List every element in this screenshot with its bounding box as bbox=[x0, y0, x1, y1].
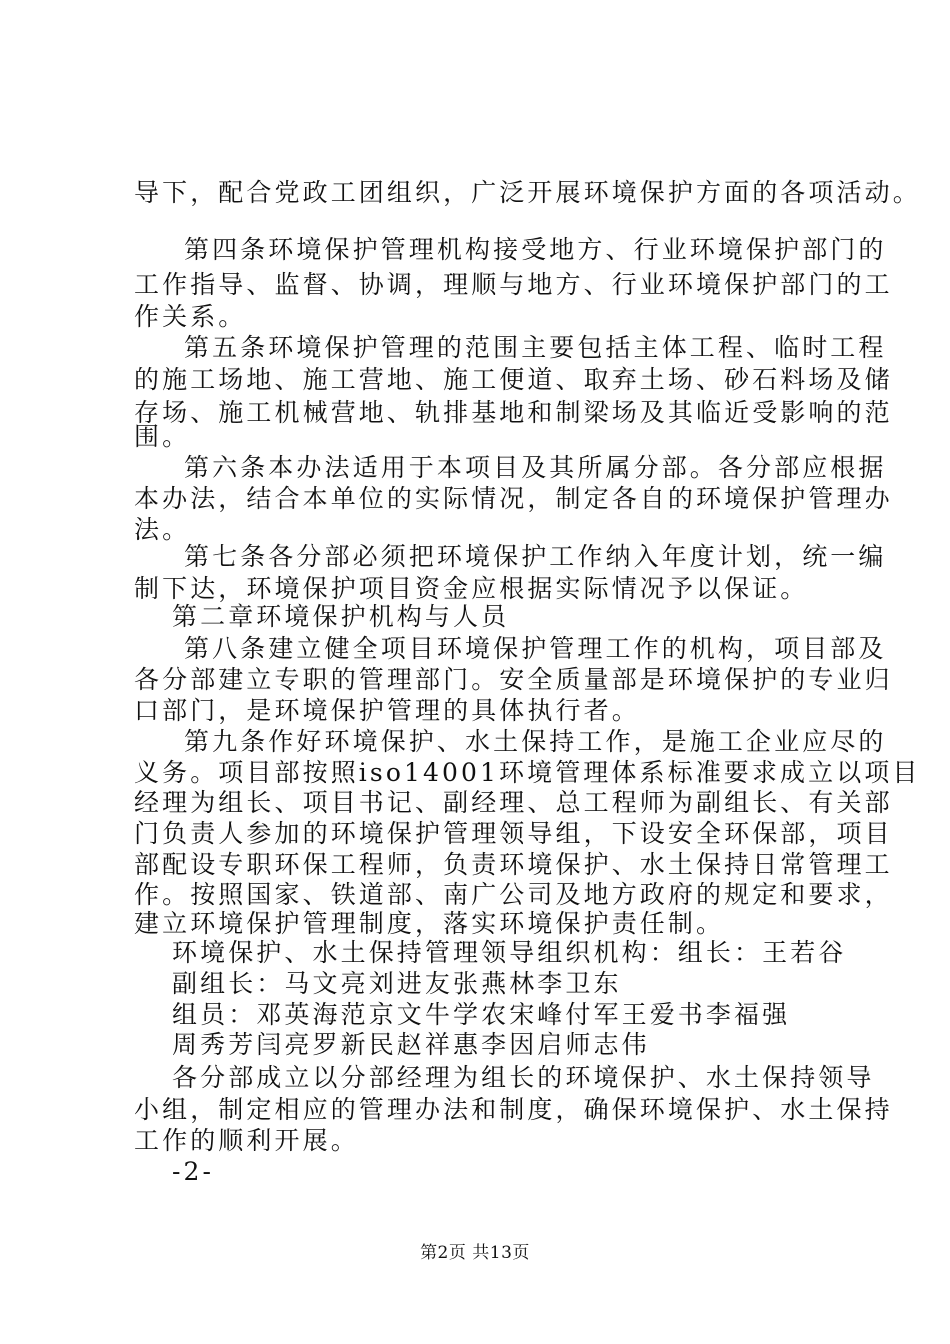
text-line: 本办法，结合本单位的实际情况，制定各自的环境保护管理办 bbox=[134, 484, 893, 513]
text-line: 作。按照国家、铁道部、南广公司及地方政府的规定和要求， bbox=[134, 880, 893, 909]
text-line: 周秀芳闫亮罗新民赵祥惠李因启师志伟 bbox=[172, 1030, 650, 1059]
text-line: 门负责人参加的环境保护管理领导组，下设安全环保部，项目 bbox=[134, 819, 893, 848]
text-line: 作关系。 bbox=[134, 302, 247, 331]
text-line: 的施工场地、施工营地、施工便道、取弃土场、砂石料场及储 bbox=[134, 365, 893, 394]
text-line: 环境保护、水土保持管理领导组织机构：组长：王若谷 bbox=[172, 938, 847, 967]
text-line: 工作的顺利开展。 bbox=[134, 1126, 359, 1155]
page-marker: -2- bbox=[172, 1157, 215, 1186]
text-line: 第七条各分部必须把环境保护工作纳入年度计划，统一编 bbox=[184, 542, 887, 571]
text-line: 组员：邓英海范京文牛学农宋峰付军王爱书李福强 bbox=[172, 1000, 791, 1029]
text-line: 存场、施工机械营地、轨排基地和制梁场及其临近受影响的范 bbox=[134, 398, 893, 427]
text-line: 义务。项目部按照iso14001环境管理体系标准要求成立以项目 bbox=[134, 758, 921, 787]
text-line: 第六条本办法适用于本项目及其所属分部。各分部应根据 bbox=[184, 453, 887, 482]
text-line: 工作指导、监督、协调，理顺与地方、行业环境保护部门的工 bbox=[134, 270, 893, 299]
text-line: 第四条环境保护管理机构接受地方、行业环境保护部门的 bbox=[184, 235, 887, 264]
text-line: 法。 bbox=[134, 515, 191, 544]
text-line: 各分部成立以分部经理为组长的环境保护、水土保持领导 bbox=[172, 1063, 875, 1092]
text-line: 副组长：马文亮刘进友张燕林李卫东 bbox=[172, 969, 622, 998]
text-line: 导下，配合党政工团组织，广泛开展环境保护方面的各项活动。 bbox=[134, 178, 921, 207]
page-footer: 第2页 共13页 bbox=[420, 1243, 530, 1263]
text-line: 第八条建立健全项目环境保护管理工作的机构，项目部及 bbox=[184, 634, 887, 663]
text-line: 第九条作好环境保护、水土保持工作，是施工企业应尽的 bbox=[184, 727, 887, 756]
text-line: 第五条环境保护管理的范围主要包括主体工程、临时工程 bbox=[184, 333, 887, 362]
text-line: 围。 bbox=[134, 422, 191, 451]
text-line: 各分部建立专职的管理部门。安全质量部是环境保护的专业归 bbox=[134, 665, 893, 694]
text-line: 经理为组长、项目书记、副经理、总工程师为副组长、有关部 bbox=[134, 788, 893, 817]
text-line: 制下达，环境保护项目资金应根据实际情况予以保证。 bbox=[134, 574, 809, 603]
text-line: 小组，制定相应的管理办法和制度，确保环境保护、水土保持 bbox=[134, 1095, 893, 1124]
text-line: 口部门，是环境保护管理的具体执行者。 bbox=[134, 696, 640, 725]
chapter-heading: 第二章环境保护机构与人员 bbox=[172, 602, 510, 631]
text-line: 部配设专职环保工程师，负责环境保护、水土保持日常管理工 bbox=[134, 850, 893, 879]
text-line: 建立环境保护管理制度，落实环境保护责任制。 bbox=[134, 909, 725, 938]
